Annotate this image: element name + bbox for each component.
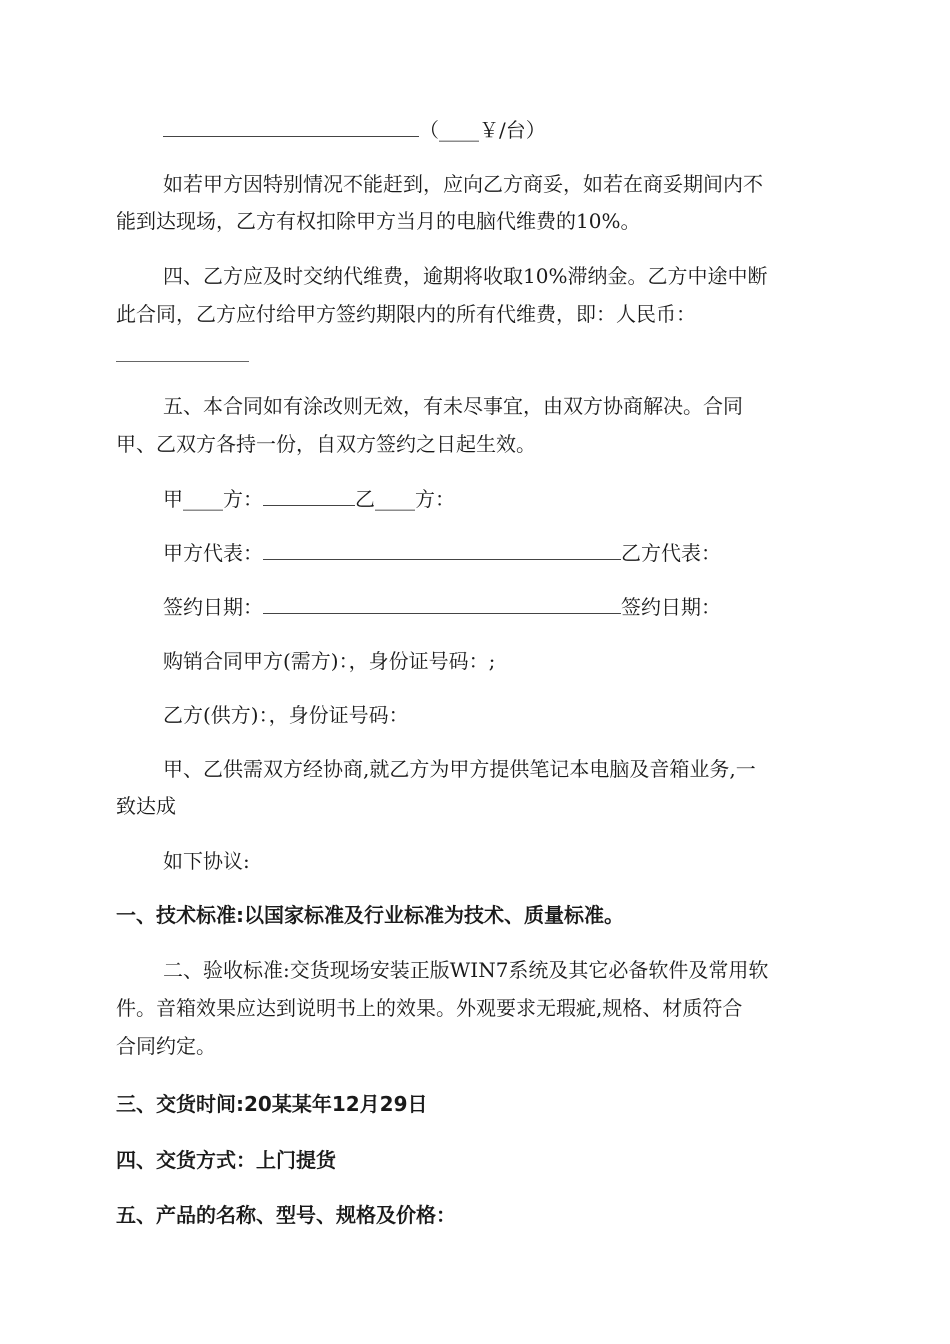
agreement-line: 如下协议: xyxy=(163,849,250,873)
rep-b-label: 乙方代表： xyxy=(621,541,721,565)
section-heading: 一、技术标准:以国家标准及行业标准为技术、质量标准。 xyxy=(116,903,624,927)
amount-blank-line xyxy=(116,361,249,362)
section-heading: 三、交货时间:20某某年12月29日 xyxy=(116,1092,428,1116)
section-heading: 五、产品的名称、型号、规格及价格： xyxy=(116,1203,456,1227)
price-label: （____￥/台） xyxy=(419,118,546,142)
paragraph-line: 致达成 xyxy=(116,794,176,818)
paragraph-line: 合同约定。 xyxy=(116,1034,216,1058)
paragraph-line: 如若甲方因特别情况不能赶到，应向乙方商妥，如若在商妥期间内不 xyxy=(163,172,763,196)
sign-date-line xyxy=(163,592,721,622)
paragraph-line: 件。音箱效果应达到说明书上的效果。外观要求无瑕疵,规格、材质符合 xyxy=(116,996,743,1020)
rep-a-label: 甲方代表： xyxy=(163,541,263,565)
paragraph-line: 能到达现场，乙方有权扣除甲方当月的电脑代维费的10%。 xyxy=(116,209,641,233)
blank-underline xyxy=(263,593,621,614)
paragraph-line: 此合同，乙方应付给甲方签约期限内的所有代维费，即：人民币： xyxy=(116,302,696,326)
price-line xyxy=(163,115,546,145)
paragraph-line: 二、验收标准:交货现场安装正版WIN7系统及其它必备软件及常用软 xyxy=(163,958,769,982)
paragraph-line: 甲、乙供需双方经协商,就乙方为甲方提供笔记本电脑及音箱业务,一 xyxy=(163,757,756,781)
buyer-line: 购销合同甲方(需方)：，身份证号码：; xyxy=(163,649,496,673)
party-line xyxy=(163,484,455,514)
party-a-label: 甲____方： xyxy=(163,487,263,511)
blank-underline xyxy=(263,485,355,506)
section-heading: 四、交货方式：上门提货 xyxy=(116,1148,336,1172)
paragraph-line: 四、乙方应及时交纳代维费，逾期将收取10%滞纳金。乙方中途中断 xyxy=(163,264,768,288)
party-b-label: 乙____方： xyxy=(355,487,455,511)
date-a-label: 签约日期： xyxy=(163,595,263,619)
blank-underline xyxy=(263,539,621,560)
paragraph-line: 五、本合同如有涂改则无效，有未尽事宜，由双方协商解决。合同 xyxy=(163,394,743,418)
blank-underline xyxy=(163,116,419,137)
representative-line xyxy=(163,538,721,568)
seller-line: 乙方(供方)：，身份证号码： xyxy=(163,703,409,727)
paragraph-line: 甲、乙双方各持一份，自双方签约之日起生效。 xyxy=(116,432,536,456)
date-b-label: 签约日期： xyxy=(621,595,721,619)
